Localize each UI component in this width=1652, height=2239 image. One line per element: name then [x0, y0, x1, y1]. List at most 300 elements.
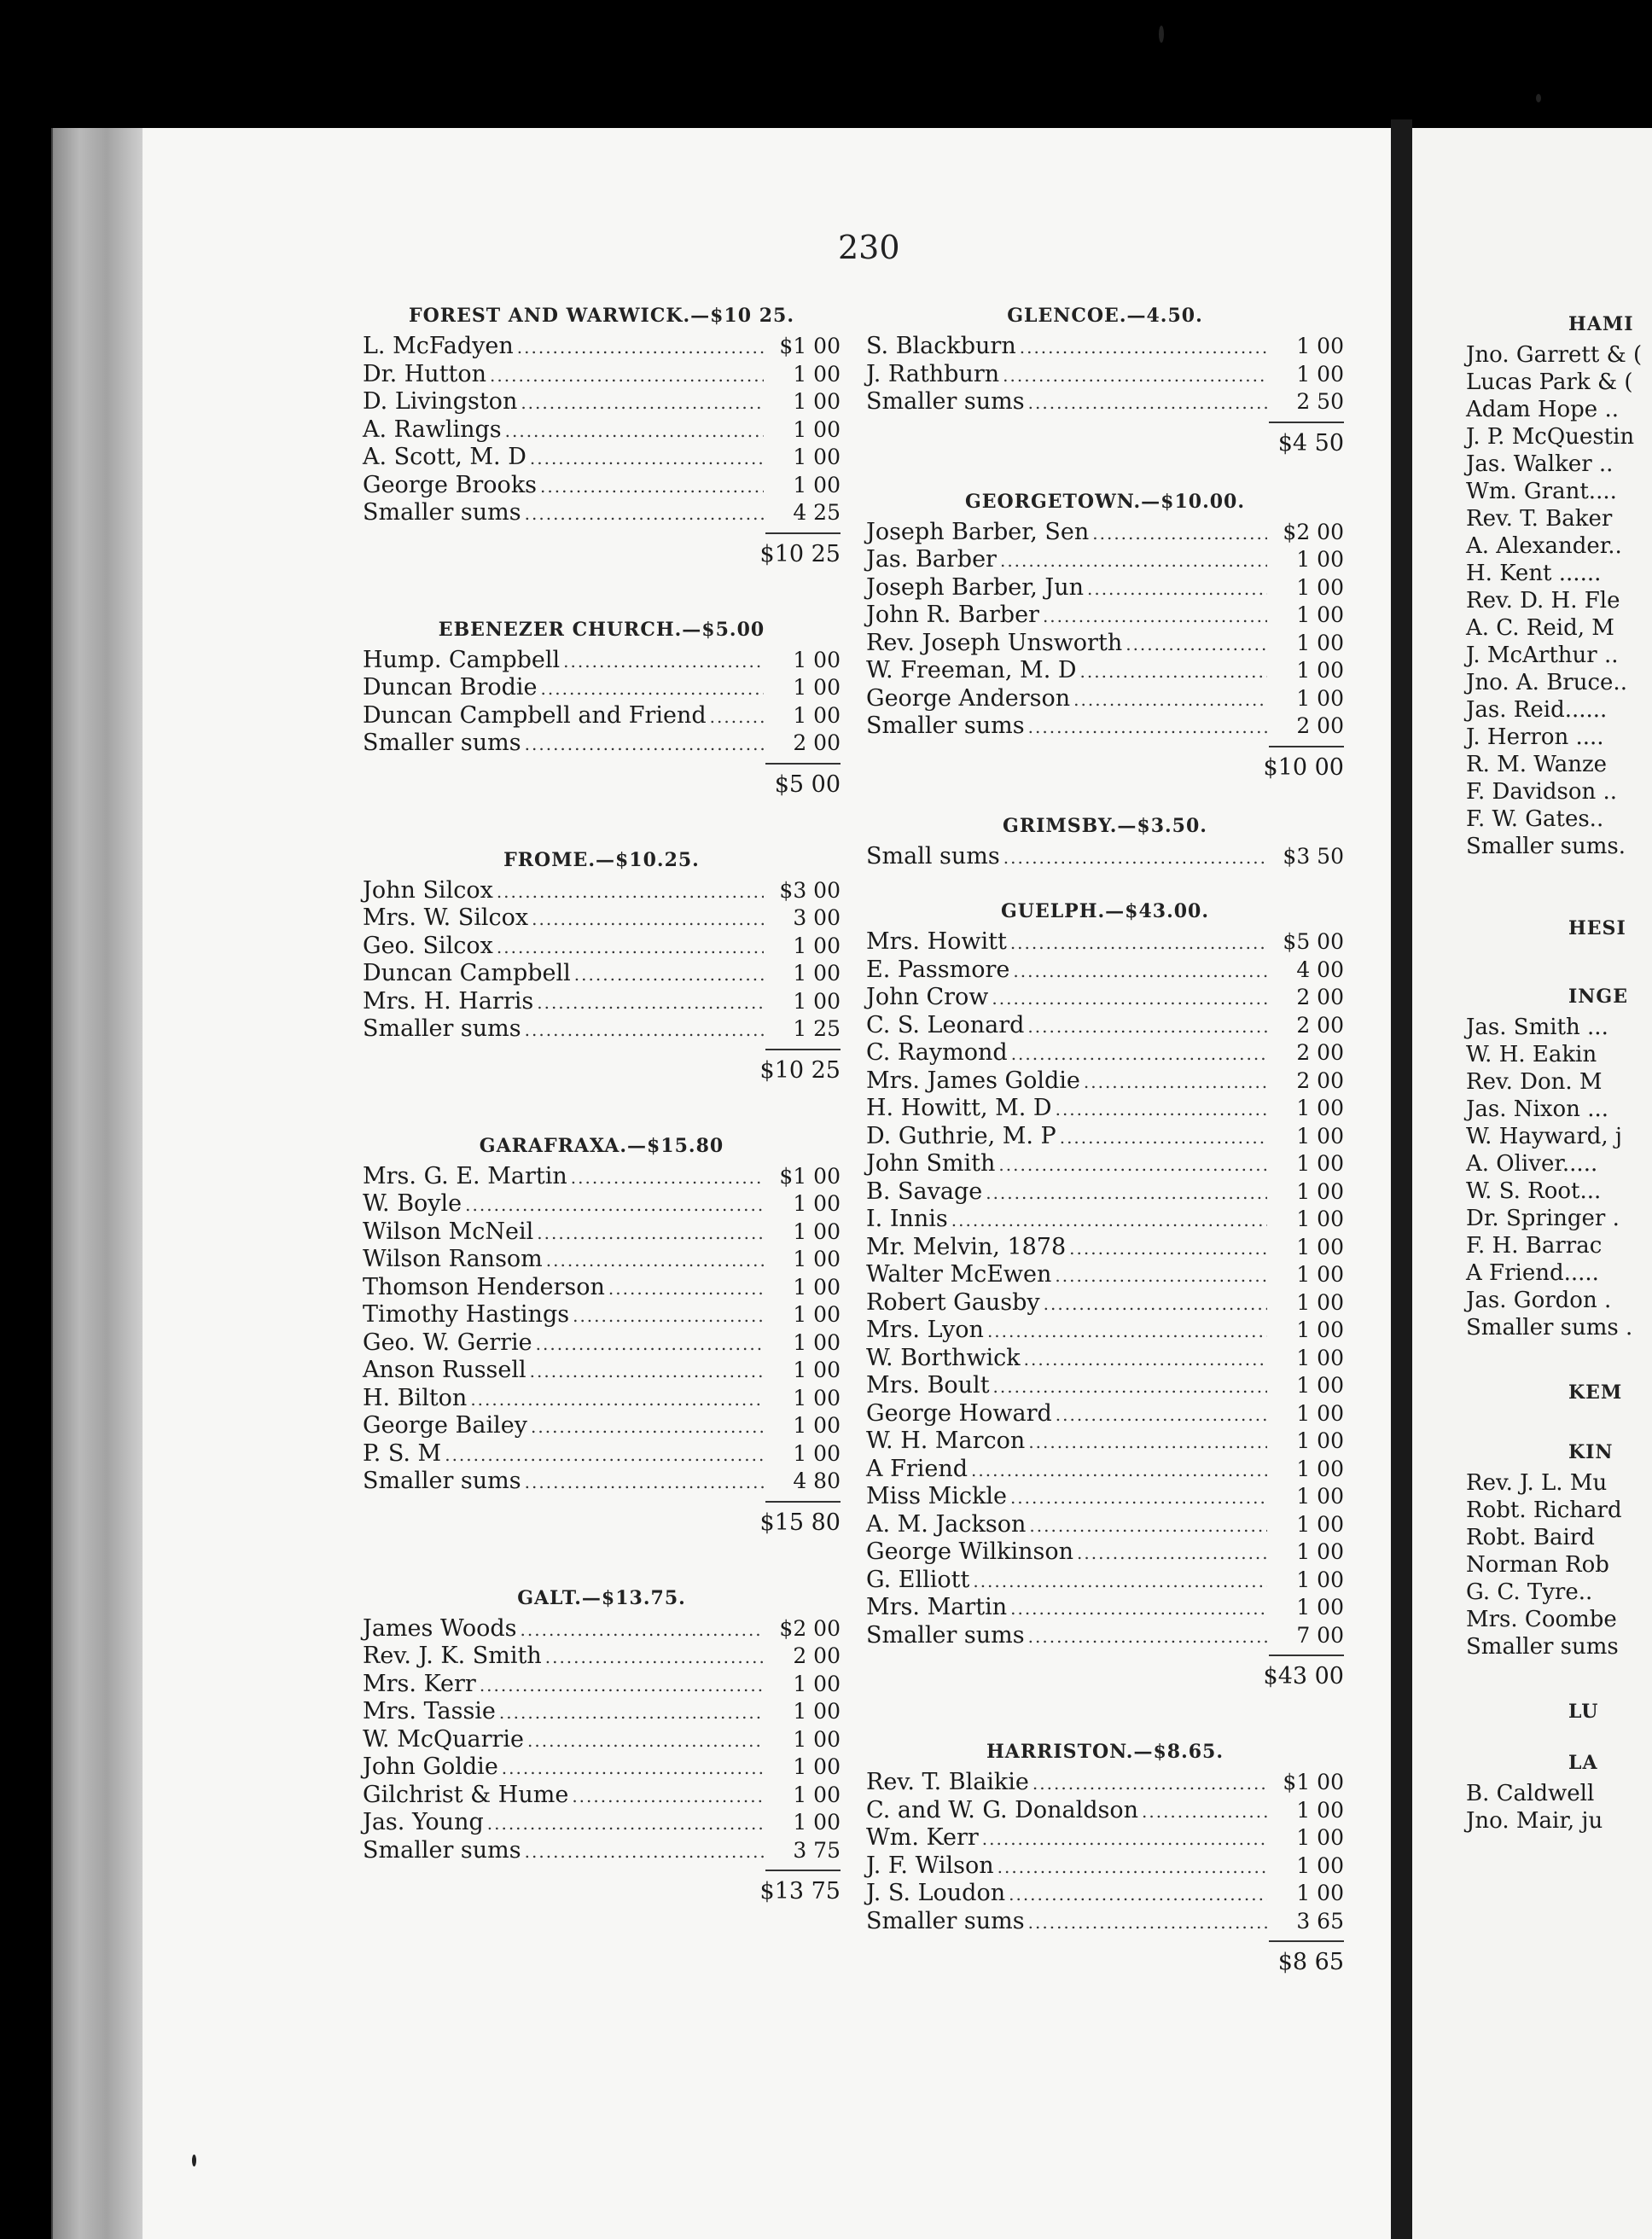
donation-amount: 1 00 [793, 988, 841, 1014]
leader-dots [441, 1441, 764, 1469]
donor-name: Smaller sums [363, 1015, 521, 1042]
donor-name: D. Livingston [363, 388, 518, 415]
subscription-entry [1466, 1041, 1652, 1068]
donor-name: Joseph Barber, Jun [866, 573, 1084, 601]
subscription-entry [1466, 423, 1652, 451]
leader-dots [521, 1838, 764, 1866]
leader-dots [514, 334, 764, 362]
donor-name: Robt. Baird [1466, 1525, 1595, 1550]
donor-name: W. H. Eakin [1466, 1042, 1597, 1067]
donation-amount: 1 00 [793, 1385, 841, 1410]
leader-dots [997, 547, 1267, 575]
donor-name: Rev. J. L. Mu [1466, 1470, 1608, 1496]
donor-name: C. S. Leonard [866, 1011, 1025, 1038]
donor-name: J. Herron .... [1466, 724, 1604, 750]
leader-dots [1021, 1346, 1267, 1374]
subscription-entry [866, 1206, 1344, 1234]
leader-dots [1122, 631, 1267, 659]
donor-name: F. Davidson .. [1466, 779, 1618, 805]
subscription-entry [866, 843, 1344, 871]
donor-name: R. M. Wanze [1466, 752, 1608, 777]
donation-amount: 3 75 [793, 1837, 841, 1863]
section-gap [866, 461, 1344, 485]
subscription-entry [363, 1246, 841, 1274]
section-heading: HESI [1568, 917, 1626, 939]
donor-name: C. and W. G. Donaldson [866, 1796, 1138, 1823]
donor-name: Smaller sums [363, 499, 521, 526]
subscription-entry [363, 674, 841, 702]
leader-dots [1070, 686, 1267, 714]
subscription-entry [363, 1809, 841, 1837]
donor-name: Mrs. Lyon [866, 1317, 984, 1343]
donation-amount: 1 00 [1296, 334, 1344, 358]
subscription-entry [866, 1538, 1344, 1567]
subscription-entry [1466, 1497, 1652, 1524]
subscription-entry [866, 1317, 1344, 1345]
donor-name: Jno. Garrett & ( [1466, 342, 1643, 368]
donor-name: Rev. D. H. Fle [1466, 588, 1620, 614]
leader-dots [543, 1247, 764, 1275]
donor-name: Duncan Campbell [363, 960, 571, 986]
donor-name: Jas. Reid...... [1466, 697, 1608, 723]
subscription-entry [363, 333, 841, 361]
leader-dots [1080, 1068, 1267, 1096]
donor-name: Mrs. Howitt [866, 928, 1007, 955]
leader-dots [1008, 1040, 1267, 1068]
donor-name: John Goldie [363, 1753, 498, 1780]
section-heading: INGE [1568, 986, 1628, 1008]
subscription-entry [866, 1428, 1344, 1456]
subscription-section [866, 809, 1344, 871]
donor-name: F. H. Barrac [1466, 1233, 1603, 1259]
subscription-entry [866, 1594, 1344, 1622]
donation-amount: 1 00 [1296, 1456, 1344, 1481]
subscription-entry [1466, 696, 1652, 724]
donation-amount: $5 00 [1283, 929, 1344, 954]
section-gap [866, 870, 1344, 894]
leader-dots [1005, 1881, 1267, 1909]
donor-name: Smaller sums [363, 1468, 521, 1494]
subscription-entry [363, 877, 841, 905]
subscription-entry [1466, 1287, 1652, 1314]
subscription-entry [1466, 587, 1652, 614]
section-heading: FROME.—$10.25. [503, 848, 700, 871]
book-gutter [1391, 119, 1412, 2239]
section-gap [1466, 1660, 1652, 1695]
leader-dots [462, 1191, 764, 1219]
subscription-entry [1466, 1259, 1652, 1287]
donor-name: Smaller sums [363, 1836, 521, 1864]
subscription-entry [363, 1385, 841, 1413]
donation-amount: 1 00 [793, 445, 841, 469]
leader-dots [1025, 389, 1267, 417]
donation-amount: 1 00 [1296, 1317, 1344, 1342]
leader-dots [521, 1468, 764, 1497]
donation-amount: 4 25 [793, 500, 841, 525]
donor-name: Smaller sums [363, 730, 521, 756]
section-total: $13 75 [759, 1878, 841, 1905]
section-gap [1466, 1729, 1652, 1746]
donation-amount: 1 00 [793, 1671, 841, 1696]
donation-amount: 1 00 [1296, 1123, 1344, 1149]
donation-amount: 1 00 [1296, 1262, 1344, 1287]
section-heading: KEM [1568, 1381, 1623, 1404]
donor-name: W. S. Root... [1466, 1178, 1602, 1204]
leader-dots [486, 362, 764, 390]
section-gap [1466, 860, 1652, 911]
donation-amount: 1 00 [793, 647, 841, 672]
donor-name: B. Caldwell [1466, 1781, 1595, 1806]
donor-name: J. F. Wilson [866, 1852, 994, 1879]
subscription-entry [1466, 560, 1652, 587]
donation-amount: 1 00 [793, 1302, 841, 1327]
donation-amount: 1 00 [1296, 1345, 1344, 1370]
donation-amount: 1 00 [1296, 1852, 1344, 1878]
leader-dots [521, 730, 764, 759]
donor-name: Jas. Barber [866, 546, 997, 573]
leader-dots [521, 500, 764, 528]
subscription-entry [866, 1456, 1344, 1484]
subscription-entry [1466, 1096, 1652, 1123]
subscription-entry [866, 1345, 1344, 1373]
leader-dots [1025, 713, 1267, 741]
donor-name: Rev. Don. M [1466, 1069, 1603, 1095]
donor-name: G. Elliott [866, 1566, 970, 1593]
right-page-column [1466, 307, 1652, 1835]
section-heading: HARRISTON.—$8.65. [986, 1741, 1224, 1763]
donor-name: Mrs. H. Harris [363, 987, 534, 1015]
donor-name: Dr. Hutton [363, 360, 487, 387]
donation-amount: $1 00 [1283, 1770, 1344, 1794]
donor-name: James Woods [363, 1614, 517, 1642]
donor-name: Rev. Joseph Unsworth [866, 629, 1123, 656]
donor-name: H. Howitt, M. D [866, 1095, 1052, 1121]
donation-amount: 1 00 [1296, 1825, 1344, 1850]
donor-name: Wilson McNeil [363, 1218, 534, 1245]
leader-dots [568, 1782, 764, 1811]
subscription-entry [363, 1412, 841, 1440]
total-rule [1269, 1940, 1344, 1942]
leader-dots [1025, 1428, 1267, 1457]
donor-name: Jno. A. Bruce.. [1466, 670, 1627, 695]
donor-name: George Anderson [866, 684, 1071, 712]
leader-dots [493, 933, 764, 962]
subscription-entry [1466, 1551, 1652, 1579]
donor-name: Dr. Springer . [1466, 1206, 1620, 1231]
donation-amount: 1 00 [1296, 602, 1344, 627]
subscription-entry [363, 444, 841, 472]
donor-name: John Smith [866, 1150, 996, 1177]
subscription-entry [866, 928, 1344, 957]
subscription-entry [866, 1400, 1344, 1428]
subscription-entry [1466, 1807, 1652, 1835]
donation-amount: 2 00 [1296, 713, 1344, 738]
leader-dots [526, 445, 764, 473]
section-gap [866, 1694, 1344, 1735]
donation-amount: 1 00 [793, 1440, 841, 1466]
subscription-section [866, 1735, 1344, 1980]
leader-dots [968, 1457, 1267, 1485]
donor-name: Jas. Young [363, 1809, 484, 1835]
donation-amount: 1 00 [793, 933, 841, 958]
donor-name: Smaller sums . [1466, 1315, 1633, 1340]
scan-speck [1159, 26, 1164, 43]
donor-name: Jas. Nixon ... [1466, 1096, 1608, 1122]
subscription-entry [363, 702, 841, 730]
subscription-entry [866, 1039, 1344, 1067]
donation-amount: 1 00 [1296, 361, 1344, 387]
total-rule [1269, 746, 1344, 747]
leader-dots [538, 675, 764, 703]
leader-dots [984, 1317, 1267, 1346]
donation-amount: 1 00 [793, 1358, 841, 1382]
subscription-entry [1466, 1150, 1652, 1178]
donor-name: Jno. Mair, ju [1466, 1808, 1603, 1834]
subscription-entry [363, 1015, 841, 1044]
subscription-entry [363, 1753, 841, 1782]
donation-amount: 1 00 [1296, 1373, 1344, 1398]
donation-amount: 4 80 [793, 1468, 841, 1493]
subscription-entry [363, 499, 841, 527]
section-heading: EBENEZER CHURCH.—$5.00 [438, 618, 765, 641]
donation-amount: 1 00 [1296, 547, 1344, 572]
donation-amount: 1 00 [1296, 1234, 1344, 1259]
donor-name: John R. Barber [866, 602, 1039, 628]
subscription-entry [1466, 341, 1652, 369]
subscription-entry [363, 1782, 841, 1810]
donor-name: E. Passmore [866, 956, 1010, 983]
leader-dots [1000, 844, 1267, 872]
section-gap [363, 802, 841, 843]
donation-amount: 1 00 [793, 1329, 841, 1355]
donor-name: Mr. Melvin, 1878 [866, 1233, 1067, 1260]
donation-amount: 1 00 [793, 1191, 841, 1216]
subscription-entry [363, 904, 841, 933]
subscription-entry [363, 1615, 841, 1643]
donor-name: A. M. Jackson [866, 1510, 1027, 1538]
subscription-entry [866, 361, 1344, 389]
leader-dots [982, 1179, 1267, 1207]
donation-amount: 3 65 [1296, 1908, 1344, 1934]
subscription-entry [866, 1880, 1344, 1908]
section-total: $4 50 [1277, 429, 1344, 457]
leader-dots [1056, 1124, 1267, 1152]
subscription-entry [1466, 833, 1652, 860]
donor-name: Small sums [866, 842, 1000, 869]
section-heading: GRIMSBY.—$3.50. [1003, 814, 1207, 837]
subscription-entry [363, 933, 841, 961]
section-gap [363, 1088, 841, 1129]
donation-amount: 1 00 [1296, 1539, 1344, 1564]
donation-amount: 1 00 [1296, 1207, 1344, 1231]
subscription-entry [1466, 1123, 1652, 1150]
subscription-entry [1466, 1068, 1652, 1096]
subscription-entry [866, 712, 1344, 741]
section-heading: GUELPH.—$43.00. [1000, 900, 1210, 922]
donation-amount: 1 00 [793, 1810, 841, 1835]
subscription-entry [866, 957, 1344, 985]
donation-amount: 1 00 [793, 1274, 841, 1300]
subscription-entry [363, 1301, 841, 1329]
subscription-entry [866, 388, 1344, 416]
donation-amount: $1 00 [779, 1163, 841, 1189]
section-gap [363, 1540, 841, 1581]
subscription-entry [866, 1797, 1344, 1825]
leader-dots [979, 1825, 1267, 1853]
leader-dots [1040, 1290, 1267, 1318]
donation-amount: 1 00 [793, 1699, 841, 1724]
donation-amount: 1 25 [793, 1016, 841, 1041]
leader-dots [1089, 520, 1267, 548]
leader-dots [1007, 1484, 1267, 1512]
leader-dots [1026, 1512, 1267, 1540]
subscription-entry [363, 472, 841, 500]
donation-amount: 1 00 [793, 361, 841, 387]
donor-name: Smaller sums [1466, 1634, 1619, 1660]
scan-speck [192, 2155, 196, 2166]
donor-name: Rev. T. Blaikie [866, 1769, 1029, 1795]
donor-name: A Friend [866, 1455, 969, 1482]
donation-amount: 1 00 [793, 416, 841, 442]
subscription-entry [363, 1726, 841, 1754]
total-rule [765, 1870, 841, 1871]
donation-amount: 1 00 [793, 389, 841, 414]
donor-name: Adam Hope .. [1466, 397, 1619, 422]
section-gap [1466, 1410, 1652, 1435]
donation-amount: $2 00 [779, 1615, 841, 1641]
donor-name: Smaller sums [866, 1621, 1025, 1649]
donor-name: Norman Rob [1466, 1552, 1609, 1578]
section-heading: LA [1568, 1752, 1598, 1774]
leader-dots [496, 1699, 764, 1727]
donor-name: Smaller sums [866, 712, 1025, 739]
leader-dots [1009, 957, 1267, 986]
leader-dots [537, 473, 764, 501]
left-column [363, 299, 841, 1909]
total-rule [1269, 422, 1344, 423]
donation-amount: 1 00 [793, 1726, 841, 1752]
subscription-entry [1466, 669, 1652, 696]
leader-dots [502, 417, 764, 445]
leader-dots [969, 1567, 1267, 1596]
donor-name: Mrs. Tassie [363, 1698, 496, 1724]
total-rule [765, 532, 841, 534]
subscription-entry [1466, 642, 1652, 669]
leader-dots [567, 1164, 764, 1192]
donor-name: George Bailey [363, 1412, 527, 1439]
donor-name: S. Blackburn [866, 333, 1016, 359]
donor-name: A. Scott, M. D [363, 444, 526, 470]
donor-name: Smaller sums [866, 388, 1025, 415]
leader-dots [1051, 1262, 1267, 1290]
subscription-entry [866, 685, 1344, 713]
section-heading: GARAFRAXA.—$15.80 [479, 1134, 724, 1157]
leader-dots [1007, 929, 1267, 957]
section-heading: GALT.—$13.75. [517, 1586, 686, 1609]
leader-dots [988, 985, 1267, 1013]
donor-name: Mrs. Boult [866, 1372, 990, 1399]
subscription-entry [866, 984, 1344, 1012]
subscription-section [363, 1129, 841, 1540]
leader-dots [1138, 1798, 1267, 1826]
subscription-section [866, 485, 1344, 785]
donor-name: H. Bilton [363, 1384, 468, 1411]
subscription-entry [866, 1372, 1344, 1400]
leader-dots [1024, 1013, 1267, 1041]
donation-amount: 1 00 [793, 1754, 841, 1779]
subscription-entry [866, 546, 1344, 574]
total-rule [765, 1501, 841, 1503]
donation-amount: 1 00 [1296, 1289, 1344, 1315]
subscription-section [363, 843, 841, 1088]
donation-amount: 1 00 [793, 1413, 841, 1438]
subscription-entry [363, 1698, 841, 1726]
donation-amount: 1 00 [1296, 1178, 1344, 1204]
subscription-entry [1466, 1633, 1652, 1660]
donor-name: Robert Gausby [866, 1288, 1040, 1316]
donor-name: I. Innis [866, 1206, 948, 1232]
donor-name: John Crow [866, 984, 989, 1010]
subscription-entry [1466, 1469, 1652, 1497]
section-heading: GLENCOE.—4.50. [1007, 305, 1203, 327]
leader-dots [707, 703, 764, 731]
leader-dots [1066, 1235, 1267, 1263]
section-gap [1466, 945, 1652, 980]
subscription-entry [363, 361, 841, 389]
donation-amount: 1 00 [1296, 685, 1344, 711]
section-total: $43 00 [1263, 1663, 1344, 1689]
subscription-entry [866, 1178, 1344, 1207]
subscription-entry [1466, 805, 1652, 833]
donation-amount: 3 00 [793, 905, 841, 930]
subscription-entry [1466, 478, 1652, 505]
subscription-entry [866, 1067, 1344, 1096]
leader-dots [1052, 1401, 1267, 1429]
donor-name: Smaller sums. [1466, 834, 1626, 859]
subscription-entry [1466, 778, 1652, 805]
total-rule [765, 1049, 841, 1050]
donation-amount: 1 00 [1296, 1797, 1344, 1823]
section-total: $15 80 [759, 1509, 841, 1536]
leader-dots [999, 362, 1267, 390]
leader-dots [521, 1016, 764, 1044]
section-total: $10 25 [759, 540, 841, 567]
leader-dots [1016, 334, 1267, 362]
donation-amount: 1 00 [1296, 1567, 1344, 1592]
subscription-entry [866, 1908, 1344, 1936]
donor-name: A. Rawlings [363, 416, 502, 443]
donation-amount: 1 00 [793, 1218, 841, 1244]
donation-amount: 1 00 [1296, 1595, 1344, 1620]
donation-amount: 1 00 [793, 472, 841, 497]
leader-dots [1029, 1770, 1267, 1798]
donor-name: A Friend..... [1466, 1260, 1599, 1286]
page-edge-shadow [53, 128, 143, 2239]
donor-name: Geo. W. Gerrie [363, 1329, 532, 1356]
donor-name: W. Hayward, j [1466, 1124, 1622, 1149]
donor-name: Duncan Brodie [363, 674, 538, 701]
donor-name: Wilson Ransom [363, 1246, 543, 1272]
donor-name: F. W. Gates.. [1466, 806, 1604, 832]
donor-name: W. Boyle [363, 1190, 462, 1217]
subscription-entry [866, 574, 1344, 602]
donor-name: J. Rathburn [866, 360, 1000, 387]
donor-name: J. McArthur .. [1466, 643, 1619, 668]
subscription-entry [1466, 1606, 1652, 1633]
subscription-entry [866, 657, 1344, 685]
subscription-entry [866, 1567, 1344, 1595]
leader-dots [542, 1643, 764, 1672]
